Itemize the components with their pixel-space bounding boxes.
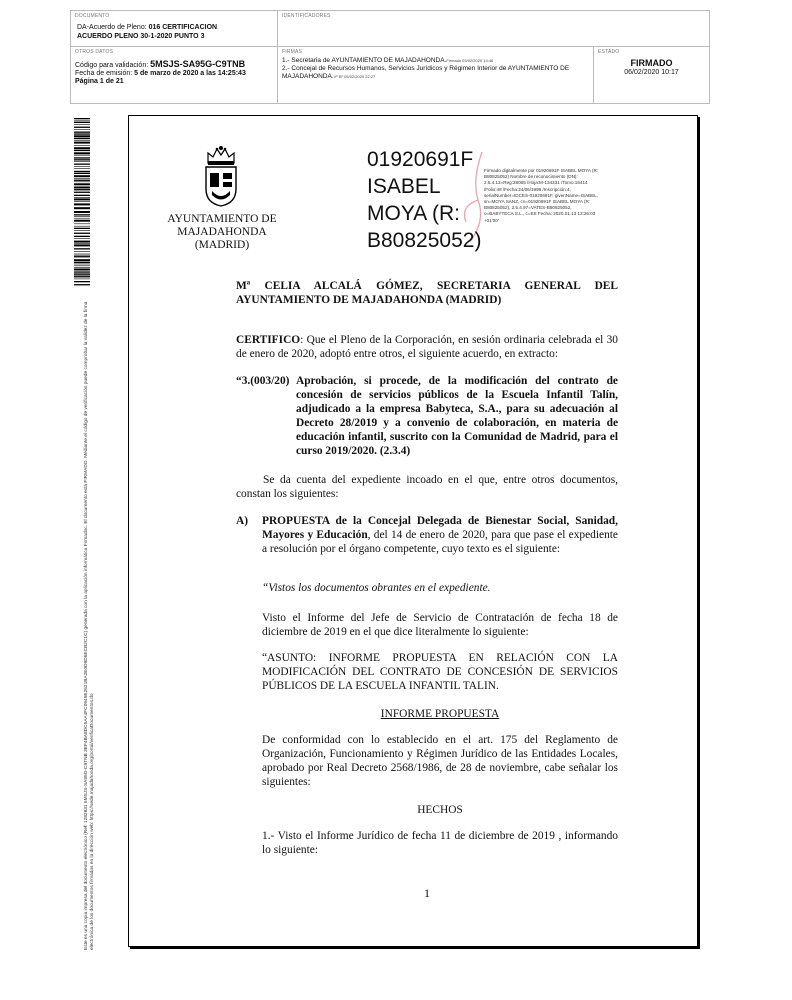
barcode-bar	[74, 135, 90, 137]
signature-line4: B80825052)	[367, 229, 482, 252]
barcode-bar	[74, 166, 90, 167]
barcode-bar	[74, 182, 90, 183]
barcode-bar	[74, 118, 90, 119]
barcode-bar	[74, 142, 90, 144]
firma-1-date: Firmado 03/02/2020 14:46	[446, 58, 494, 63]
firmas-label: FIRMAS	[282, 49, 303, 55]
barcode-bar	[74, 152, 90, 154]
barcode-bar	[74, 207, 90, 209]
barcode-bar	[74, 164, 90, 165]
barcode-bar	[74, 161, 90, 162]
estado-cell	[594, 47, 709, 103]
barcode-bar	[74, 124, 90, 125]
barcode-bar	[74, 150, 90, 151]
barcode-bar	[74, 140, 90, 141]
signature-line1: 01920691F	[367, 148, 474, 171]
barcode-bar	[74, 224, 90, 225]
propuesta-text: , del 14 de enero de 2020, para que pase el expediente a resolución por el órgano competente, cuyo texto es el siguiente:	[262, 529, 618, 555]
punto-1: 1.- Visto el Informe Jurídico de fecha 11 de diciembre de 2019 , informando lo siguiente:	[262, 830, 618, 856]
barcode-bar	[74, 214, 90, 215]
item-title: Aprobación, si procede, de la modificación del contrato de concesión de servicios públicos de la Escuela Infantil Talín, adjudicado a la empresa Babyteca, S.A., para su adecuación al Decreto 28/2019 y a convenio de colaboración, en materia de educación infantil, suscrito con la Comunidad de Madrid, para el curso 2019/2020. (2.3.4)	[296, 375, 618, 457]
letterhead-line3: (MADRID)	[194, 239, 250, 251]
barcode-bar	[74, 138, 90, 139]
codigo-prefix: Código para validación:	[75, 62, 151, 69]
barcode-bar	[74, 187, 90, 189]
vistos-line: “Vistos los documentos obrantes en el expediente.	[262, 582, 491, 594]
barcode-bar	[74, 279, 90, 280]
firma-1	[282, 57, 598, 65]
visto-informe: Visto el Informe del Jefe de Servicio de Contratación de fecha 18 de diciembre de 2019 en el que dice literalmente lo siguiente:	[262, 612, 618, 638]
otros-datos-cell	[71, 47, 278, 103]
letterhead-line1: AYUNTAMIENTO DE	[167, 213, 277, 225]
asunto: “ASUNTO: INFORME PROPUESTA EN RELACIÓN CON LA MODIFICACIÓN DEL CONTRATO DE CONCESIÓN DE SERVICIOS PÚBLICOS DE LA ESCUELA INFANTIL TALIN.	[262, 652, 618, 692]
barcode-bar	[74, 218, 90, 219]
barcode-bar	[74, 197, 90, 198]
barcode-bar	[74, 147, 90, 149]
signature-line2: ISABEL	[367, 175, 441, 198]
conformidad-paragraph: De conformidad con lo establecido en el art. 175 del Reglamento de Organización, Funcionamiento y Régimen Jurídico de las Entidades Locales, aprobado por Real Decreto 2568/1986, de 28 de noviembre, cabe señalar los siguientes:	[262, 734, 618, 788]
propuesta-paragraph	[262, 514, 618, 556]
codigo-validacion	[75, 60, 245, 70]
barcode-bar	[74, 173, 90, 174]
digital-signature-details: Firmado digitalmente por 01920691F ISABEL MOYA (R: B80825052) Nombre de reconocimiento (DN): 2.5.4.13=Reg:28065 /Hoja:M-134331 /Tomo:16414 /Folio:48 /Fecha:24/06/1996 /Inscripción:4, serialNumber=IDCES-01920691F, givenName=ISABEL, sn=MOYA SANZ, cn=01920691F ISABEL MOYA (R: B80825052), 2.5.4.97=VATES-B80825052, o=BABYTECA S.L., c=ES Fecha: 2020.01.13 13:26:03 +01'00'	[484, 168, 599, 223]
barcode-bar	[74, 203, 90, 205]
digital-signature-name	[367, 146, 487, 254]
propuesta-bold: PROPUESTA de la Concejal Delegada de Bienestar Social, Sanidad, Mayores y Educación	[262, 515, 618, 541]
informe-propuesta-heading: INFORME PROPUESTA	[380, 708, 500, 720]
documento-line1-bold: 016 CERTIFICACION	[148, 24, 218, 31]
firma-2-text: 2.- Concejal de Recursos Humanos, Servicios Jurídicos y Régimen Interior de AYUNTAMIENTO DE MAJADAHONDA.	[282, 65, 570, 80]
documento-line1: DA-Acuerdo de Pleno:	[77, 24, 149, 31]
fecha-prefix: Fecha de emisión:	[75, 70, 135, 77]
barcode-bar	[74, 243, 90, 244]
barcode-bar	[74, 271, 90, 272]
barcode-bar	[74, 133, 90, 134]
letterhead-line2: MAJADAHONDA	[177, 226, 267, 238]
barcode-bar	[74, 264, 90, 265]
hechos-heading: HECHOS	[417, 804, 463, 816]
coat-of-arms-icon	[203, 143, 239, 207]
document-name	[77, 23, 217, 41]
barcode-bar	[74, 155, 90, 156]
barcode-bar	[74, 127, 90, 128]
fecha-emision	[75, 70, 246, 78]
barcode-bar	[74, 266, 90, 267]
barcode-bar	[74, 230, 90, 231]
firmas-cell	[278, 47, 594, 103]
barcode-bar	[74, 178, 90, 179]
fecha-value: 5 de marzo de 2020 a las 14:25:43	[134, 70, 246, 77]
barcode-bar	[74, 132, 90, 133]
documento-line2: ACUERDO PLENO 30-1-2020 PUNTO 3	[77, 33, 205, 40]
firma-2	[282, 65, 592, 81]
barcode-bar	[74, 157, 90, 158]
barcode-bar	[74, 238, 90, 239]
barcode-bar	[74, 244, 90, 246]
barcode-bar	[74, 255, 90, 256]
barcode-bar	[74, 168, 90, 169]
barcode-bar	[74, 121, 90, 122]
firma-1-text: 1.- Secretaria de AYUNTAMIENTO DE MAJADAHONDA.	[282, 57, 447, 64]
barcode-bar	[74, 189, 90, 190]
documento-cell	[71, 11, 278, 47]
barcode-bar	[74, 220, 90, 222]
barcode-bar	[74, 226, 90, 227]
identificadores-label: IDENTIFICADORES	[282, 13, 331, 19]
barcode-bar	[74, 228, 90, 229]
barcode-bar	[74, 129, 90, 130]
barcode-bar	[74, 211, 90, 213]
barcode-bar	[74, 122, 90, 123]
certifico-paragraph	[236, 333, 618, 361]
documento-label: DOCUMENTO	[75, 13, 110, 19]
barcode-bar	[74, 254, 90, 255]
barcode-bar	[74, 272, 90, 273]
barcode-bar	[74, 269, 90, 271]
otros-datos-label: OTROS DATOS	[75, 49, 114, 55]
barcode-bar	[74, 159, 90, 160]
barcode-bar	[74, 259, 90, 261]
barcode-bar	[74, 216, 90, 217]
barcode-bar	[74, 248, 90, 249]
barcode-bar	[74, 183, 90, 185]
barcode-bar	[74, 284, 90, 285]
pagina: Página 1 de 21	[75, 78, 124, 85]
barcode-bar	[74, 145, 90, 146]
barcode-bar	[74, 276, 90, 277]
addressee: Mª CELIA ALCALÁ GÓMEZ, SECRETARIA GENERAL DEL AYUNTAMIENTO DE MAJADAHONDA (MADRID)	[236, 280, 618, 306]
estado-value: FIRMADO	[630, 58, 673, 68]
barcode-bar	[74, 201, 90, 202]
barcode	[74, 118, 90, 286]
barcode-bar	[74, 241, 90, 243]
barcode-bar	[74, 256, 90, 257]
barcode-bar	[74, 262, 90, 263]
barcode-bar	[74, 267, 90, 268]
certifico-label: CERTIFICO	[236, 334, 301, 346]
identificadores-cell	[278, 11, 709, 47]
estado-label: ESTADO	[598, 49, 620, 55]
barcode-bar	[74, 175, 90, 177]
barcode-bar	[74, 171, 90, 172]
estado-fecha: 06/02/2020 10:17	[624, 69, 679, 76]
barcode-bar	[74, 274, 90, 275]
barcode-bar	[74, 180, 90, 181]
metadata-header	[70, 10, 710, 104]
letterhead	[152, 213, 292, 252]
signature-line3: MOYA (R:	[367, 202, 460, 225]
barcode-bar	[74, 281, 90, 282]
barcode-bar	[74, 236, 90, 237]
barcode-bar	[74, 198, 90, 200]
codigo-value[interactable]: 5MSJS-SA95G-C9TNB	[150, 59, 246, 69]
barcode-bar	[74, 251, 90, 252]
barcode-bar	[74, 233, 90, 234]
firma-2-date: Vº Bº 05/02/2020 22:27	[333, 74, 376, 79]
se-da-cuenta: Se da cuenta del expediente incoado en el que, entre otros documentos, constan los siguientes:	[236, 474, 618, 500]
barcode-bar	[74, 195, 90, 196]
barcode-bar	[74, 192, 90, 193]
certifico-text: : Que el Pleno de la Corporación, en sesión ordinaria celebrada el 30 de enero de 2020, adoptó entre otros, el siguiente acuerdo, en extracto:	[236, 334, 618, 360]
page-number: 1	[424, 886, 430, 900]
section-a-label: A)	[236, 515, 249, 527]
verification-side-text: Este es una copia impresa del documento electrónico (Ref: 1282831 5MSJS-SA95G-C9TNB 3EF4BA8DC5AA4FC0945E2621BA2E0D9D6ECB2C1C) generada con la aplicación informática Firmadoc. El documento está FIRMADO. Mediante el código de verificación puede comprobar la validez de la firma electrónica de los documentos firmados en la dirección web: https://sede.majadahonda.org/portal/verificaDocumentos.do	[84, 301, 95, 950]
item-number: “3.(003/20)	[236, 375, 290, 387]
